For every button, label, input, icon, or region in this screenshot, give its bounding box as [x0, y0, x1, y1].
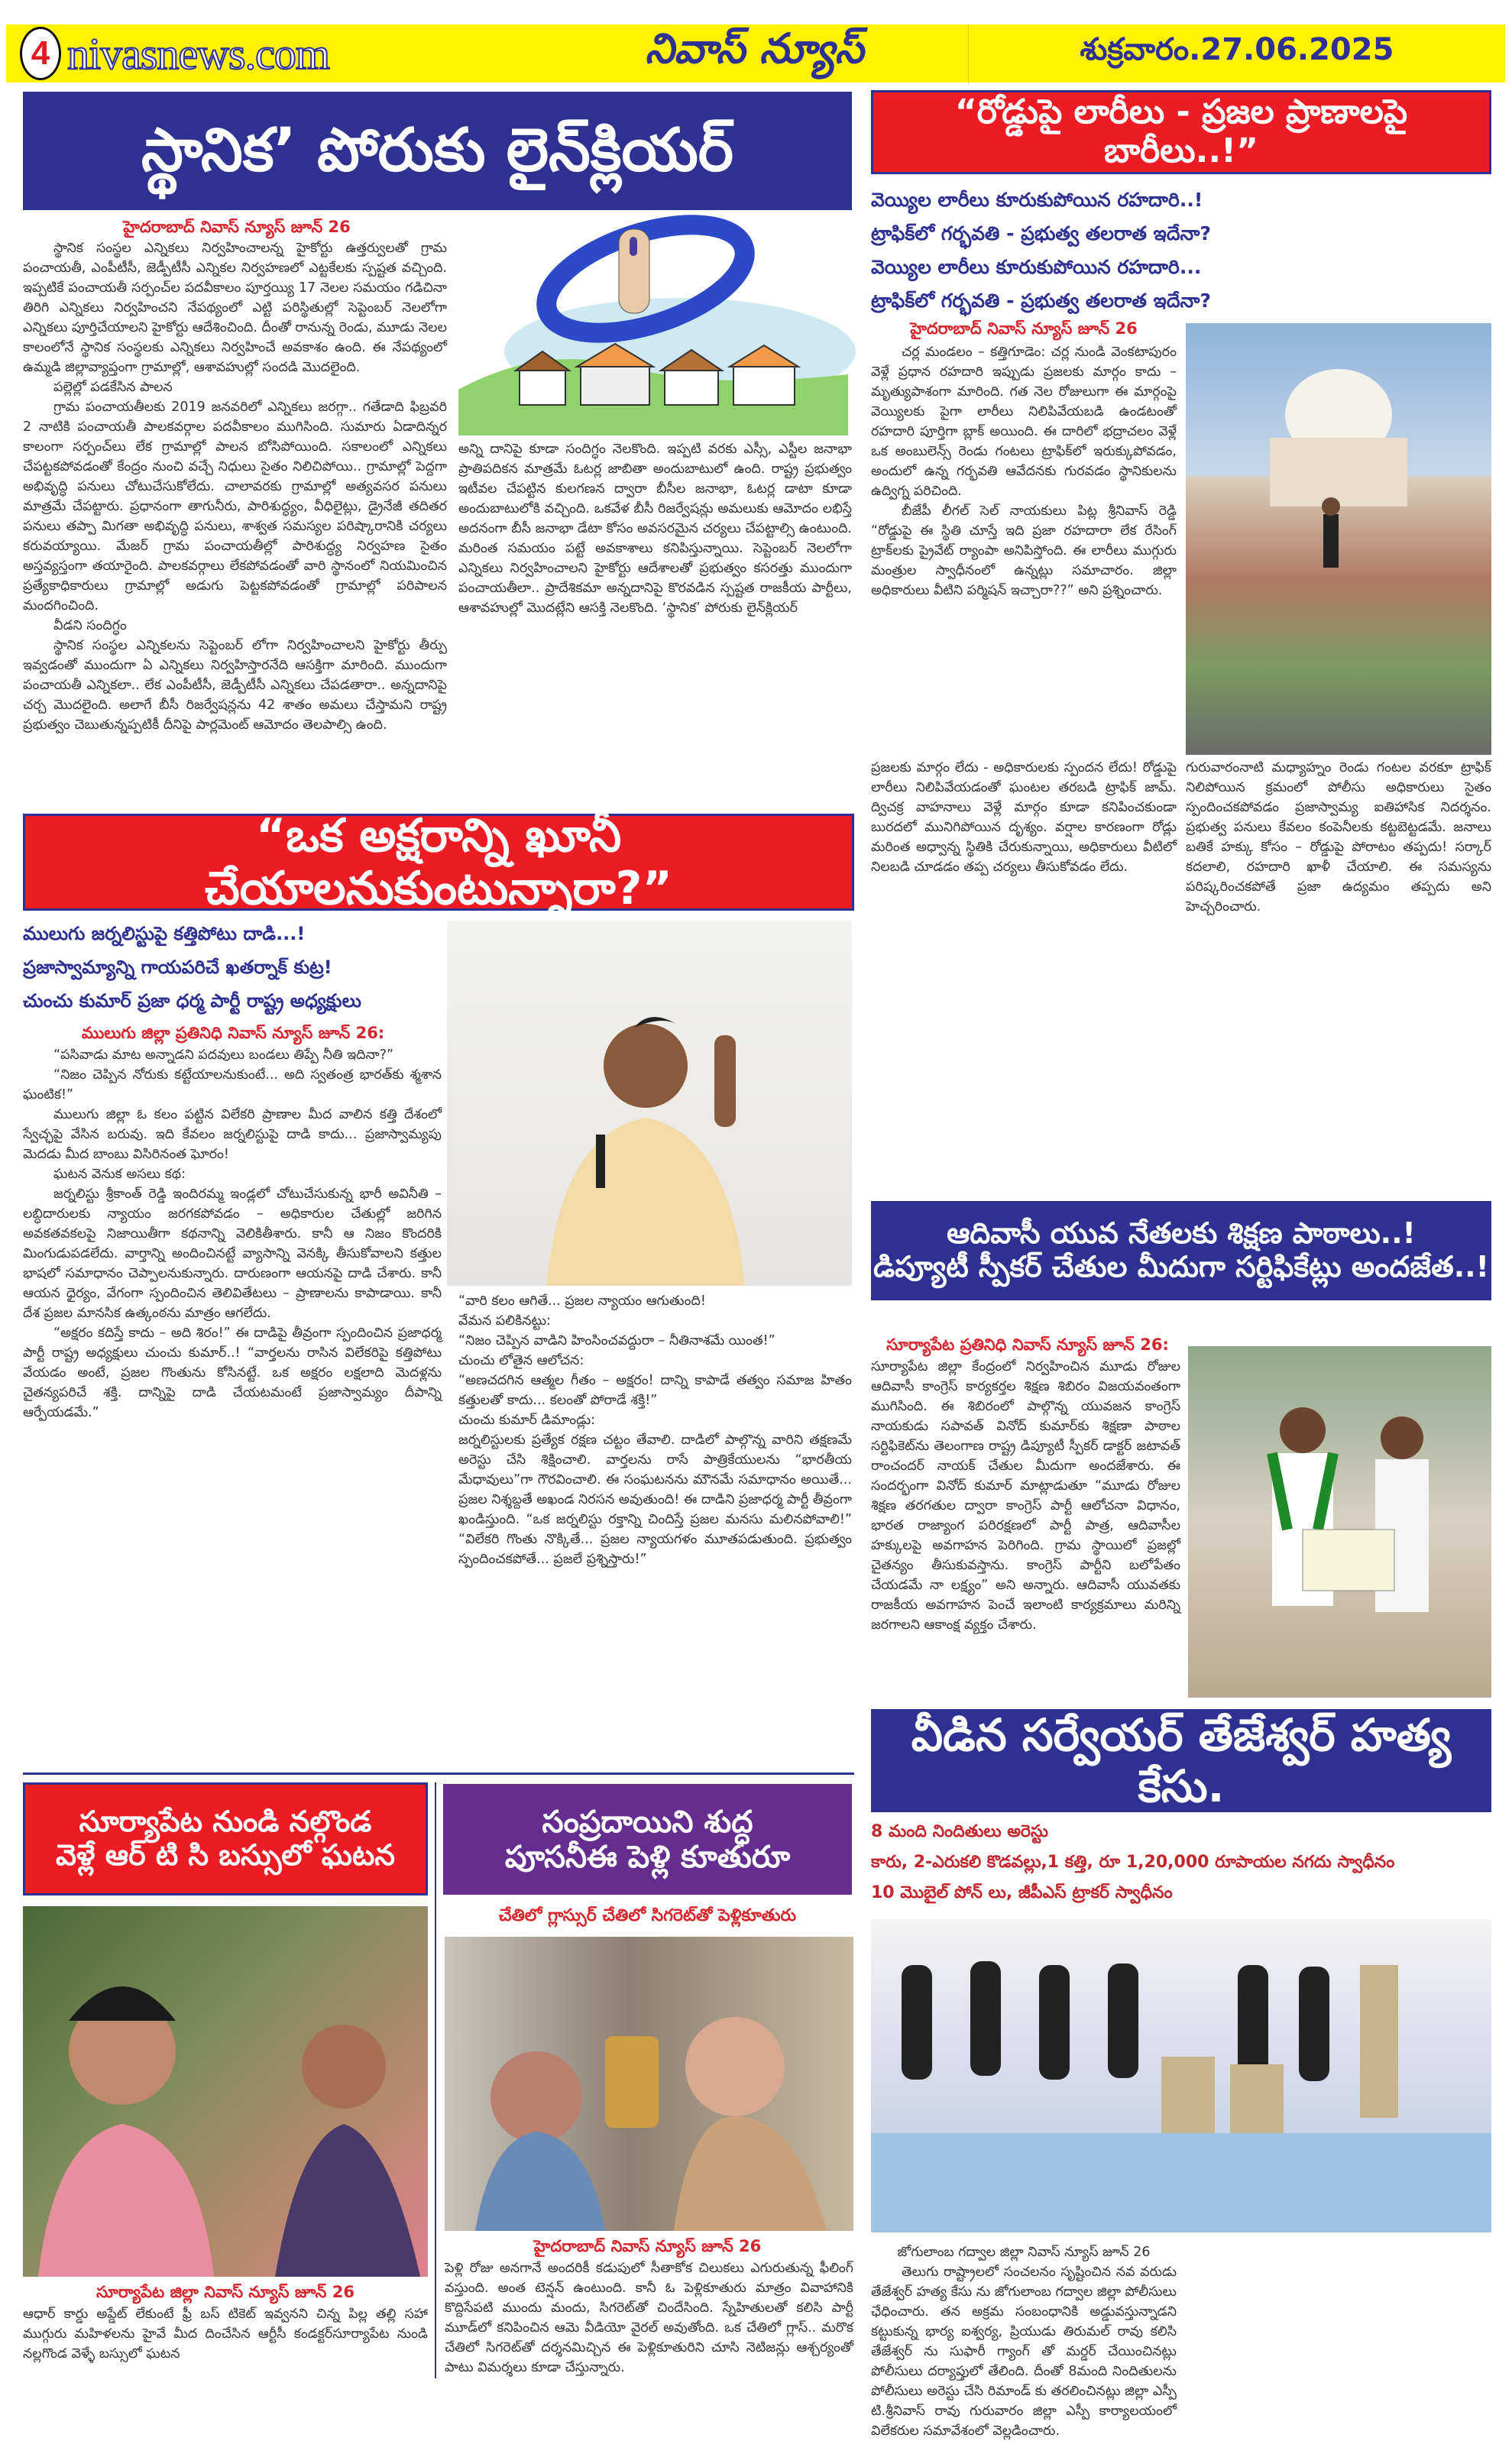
article2-subheads	[871, 183, 1490, 318]
article4-headline	[871, 1201, 1491, 1300]
paragraph: జర్నలిస్టులకు ప్రత్యేక రక్షణ చట్టం తేవాలి. దాడిలో పాల్గొన్న వారిని తక్షణమే అరెస్టు చేసి శిక్షించాలి. వార్తలను రాసే పాత్రికేయులను “భారతీయ మేధావులు”గా గౌరవించాలి. ఈ సంఘటనను మౌనమే సమాధానం అయితే... ప్రజల నిశ్శబ్దతే అఖండ నిరసన అవుతుంది! ఈ దాడిని ప్రజాధర్మ పార్టీ తీవ్రంగా ఖండిస్తుంది. “ఒక జర్నలిస్టు రక్తాన్ని చిందిస్తే ప్రజల మనసు మలినపోవాలి!” “విలేకరి గొంతు నొక్కితే... ప్రజల న్యాయగళం మూతపడుతుంది. ప్రభుత్వం స్పందించకపోతే... ప్రజలే ప్రశ్నిస్తారు!”	[458, 1433, 852, 1567]
paragraph: గ్రామ పంచాయతీలకు 2019 జనవరిలో ఎన్నికలు జరగ్గా.. గతేడాది ఫిబ్రవరి 2 నాటికి పంచాయతీ పాలకవర్గాల పదవీకాలం ముగిసింది. సుమారు ఏడాదిన్నర కాలంగా సర్పంచ్‌లు లేక గ్రామాల్లో పాలన బోసిపోయింది. సకాలంలో ఎన్నికలు చేపట్టకపోవడంతో కేంద్రం నుంచి వచ్చే నిధులు సైతం నిలిచిపోయి.. గ్రామాల్లో పెద్దగా అభివృద్ధి పనులు చోటుచేసుకోలేదు. చాలావరకు గ్రామాల్లో అత్యవసర పనులు మాత్రమే చేపట్టారు. ప్రధానంగా తాగునీరు, పారిశుద్ధ్యం, వీధిలైట్లు, డ్రైనేజీ తదితర పనులు తప్పా మిగతా అభివృద్ధి పనులు, శాశ్వత సమస్యల పరిష్కారానికి చర్యలు కరువయ్యాయి. మేజర్ గ్రామ పంచాయతీల్లో పారిశుద్ధ్య నిర్వహణ సైతం అస్తవ్యస్తంగా తయారైంది. పాలకవర్గాలు లేకపోవడంతో వారి స్థానంలో నియమించిన ప్రత్యేకాధికారులు గ్రామాల్లో అడుగు పెట్టకపోవడంతో గ్రామాల్లో పరిపాలన మందగించింది.	[23, 400, 447, 613]
article7-headline	[443, 1784, 852, 1895]
headline-line: సూర్యాపేట నుండి నల్గొండ	[79, 1805, 372, 1839]
article5-subheads	[871, 1817, 1491, 1908]
page-number: 4	[20, 27, 61, 80]
police-press-meet-photo	[871, 1919, 1491, 2232]
column-divider	[435, 1782, 436, 2378]
subhead: వెయ్యిల లారీలు కూరుకుపోయిన రహదారి...	[871, 256, 1202, 278]
article6-headline	[23, 1782, 428, 1895]
subhead: ములుగు జర్నలిస్టుపై కత్తిపోటు దాడి...!	[23, 923, 306, 944]
paragraph: చుంచు లోతైన ఆలోచన:	[458, 1353, 584, 1368]
paragraph: “నిజం చెప్పిన వాడిని హింసించవద్దురా – నీతినాశమే యింత!”	[458, 1333, 775, 1348]
subhead: ప్రజాస్వామ్యాన్ని గాయపరిచే ఖతర్నాక్ కుట్ర!	[23, 957, 332, 978]
subhead: చుంచు కుమార్ ప్రజా ధర్మ పార్టీ రాష్ట్ర అధ్యక్షులు	[23, 990, 361, 1012]
article2-dateline: హైదరాబాద్ నివాస్ న్యూస్ జూన్ 26	[910, 319, 1138, 338]
subhead: 10 మొబైల్ పోన్ లు, జీపీఎస్ ట్రాకర్ స్వాధీనం	[871, 1883, 1173, 1902]
paragraph: “నిజం చెప్పిన నోరుకు కట్టేయాలనుకుంటే... అది స్వతంత్ర భారత్‌కు శ్మశాన ఘంటిక!”	[23, 1067, 442, 1102]
headline-line: పూసనీఈ పెళ్లి కూతురూ	[504, 1839, 791, 1875]
paragraph: వేమన పలికినట్టు:	[458, 1313, 551, 1329]
article7-subhead: చేతిలో గ్లాస్సుర్ చేతిలో సిగరెట్‌తో పెళ్లికూతురు	[498, 1906, 797, 1925]
article1-dateline: హైదరాబాద్ నివాస్ న్యూస్ జూన్ 26	[123, 218, 351, 236]
paragraph: “పసివాడు మాట అన్నాడని పదవులు బండలు తిప్పే నీతి ఇదినా?”	[53, 1047, 394, 1063]
paragraph: స్థానిక సంస్థల ఎన్నికలు నిర్వహించాలన్న హైకోర్టు ఉత్తర్వులతో గ్రామ పంచాయతీ, ఎంపీటీసీ, జెడ్పీటీసీ ఎన్నికల నిర్వహణలో ఎట్టకేలకు స్పష్టత వచ్చింది. ఇప్పటికే పంచాయతీ సర్పంచ్‌ల పదవీకాలం పూర్తయ్యి 17 నెలల సమయం గడిచినా తిరిగి ఎన్నికలు నిర్వహించని నేపథ్యంలో ఎట్టి పరిస్థితుల్లో సెప్టెంబర్ నెలలోగా ఎన్నికలు పూర్తిచేయాలని హైకోర్టు ఆదేశించింది. దీంతో రానున్న రెండు, మూడు నెలల కాలంలోనే స్థానిక సంస్థలకు ఎన్నికలు నిర్వహించే అవకాశం ఉంది. ఈ నేపథ్యంలో ఉమ్మడి జిల్లావ్యాప్తంగా గ్రామాల్లో, ఆశావహుల్లో సందడి మొదలైంది.	[23, 241, 447, 375]
paragraph: “అణచదగిన ఆత్మల గీతం – అక్షరం! దాన్ని కాపాడే తత్వం సమాజ హితం కత్తులతో కాదు... కలంతో పోరాడే శక్తి!”	[458, 1373, 852, 1408]
certificate-ceremony-photo	[1188, 1346, 1491, 1698]
article1-body-right: అన్ని దానిపై కూడా సందిగ్ధం నెలకొంది. ఇప్పటి వరకు ఎస్సీ, ఎస్టీల జనాభా ప్రాతిపదికన మాత్రమే ఓటర్ల జాబితా అందుబాటులో ఉంది. రాష్ట్ర ప్రభుత్వం ఇటీవల చేపట్టిన కులగణన ద్వారా బీసీల జనాభా, ఓటర్ల డాటా కూడా అందుబాటులోకి వచ్చింది. ఒకవేళ బీసీ రిజర్వేషన్లు అమలుకు ఆమోదం లభిస్తే అదనంగా బీసీ జనాభా డేటా కోసం అవసరమైన చర్యలు చేపట్టాల్సి ఉంటుంది. మరింత సమయం పట్టే అవకాశాలు కనిపిస్తున్నాయి. సెప్టెంబర్ నెలలోగా ఎన్నికలు నిర్వహించాలని హైకోర్టు ఆదేశాలతో ప్రభుత్వం కసరత్తు ముందుగా పంచాయతీలా.. ప్రాదేశికమా అన్నదానిపై కొరవడిన స్పష్టత రాజకీయ పార్టీలు, ఆశావహుల్లో మొదట్లేని ఆసక్తి నెలకొంది. ‘స్థానిక’ పోరుకు లైన్‌క్లియర్	[458, 442, 852, 616]
paragraph: “అక్షరం కదిస్తే కాదు – అది శిరం!” ఈ దాడిపై తీవ్రంగా స్పందించిన ప్రజాధర్మ పార్టీ రాష్ట్ర అధ్యక్షులు చుంచు కుమార్..! “వార్తలను రాసిన విలేకరిపై కత్తిపోటు వేయడం అంటే, ప్రజల గొంతును కోసినట్టే. ఒక అక్షరం లక్షలాది మెదళ్లను చైతన్యపరిచే శక్తి. దాన్నిపై దాడి చేయటమంటే ప్రజాస్వామ్యం దీపాన్ని ఆర్పేయడమే.”	[23, 1326, 442, 1420]
election-village-illustration	[451, 214, 852, 435]
subhead: వెయ్యిల లారీలు కూరుకుపోయిన రహదారి..!	[871, 189, 1203, 211]
article5-dateline: జోగులాంబ గద్వాల జిల్లా నివాస్ న్యూస్ జూన్ 26	[897, 2245, 1151, 2260]
article6-dateline: సూర్యాపేట జిల్లా నివాస్ న్యూస్ జూన్ 26	[96, 2283, 355, 2301]
supreme-court-photo	[1186, 323, 1491, 755]
subhead: ట్రాఫిక్‌లో గర్భవతి - ప్రభుత్వ తలరాత ఇదేనా?	[871, 222, 1211, 244]
issue-date: శుక్రవారం.27.06.2025	[1080, 32, 1394, 67]
article7-body: పెళ్లి రోజు అనగానే అందరికీ కడుపులో సీతాకోక చిలుకలు ఎగురుతున్న ఫీలింగ్ వస్తుంది. అంత టెన్షన్ ఉంటుంది. కానీ ఓ పెళ్లికూతురు మాత్రం వివాహానికి కొద్దిసేపటి ముందు మందు, సిగరెట్‌తో చిందేసింది. స్నేహితులతో కలిసి పార్టీ మూడ్‌లో కనిపించిన ఆమె వీడియో వైరల్ అవుతోంది. ఒక చేతిలో గ్లాస్.. మరొక చేతిలో సిగరెట్‌తో దర్శనమిచ్చిన ఈ పెళ్లికూతురిని చూసి నెటిజన్లు ఆశ్చర్యంతో పాటు విమర్శలు కూడా చేస్తున్నారు.	[445, 2261, 853, 2375]
article4-dateline: సూర్యాపేట ప్రతినిధి నివాస్ న్యూస్ జూన్ 26:	[886, 1335, 1169, 1354]
paragraph: జర్నలిస్టు శ్రీకాంత్ రెడ్డి ఇందిరమ్మ ఇండ్లలో చోటుచేసుకున్న భారీ అవినీతి – లబ్ధిదారులకు న్యాయం జరగకపోవడం – అధికారుల చేతుల్లో జరిగిన అవకతవకలపై నిజాయితీగా కథనాన్ని వెలికితీశారు. కానీ ఆ నిజం కొందరికి మింగుడుపడలేదు. వార్తాన్ని అందించినట్టే వ్యాసాన్ని వెనక్కి తీసుకోవాలని కత్తుల భాషలో సమాధానం చెప్పాలనుకున్నారు. దారుణంగా ఆయనపై దాడి చేశారు. కానీ ఆయన ధైర్యం, వేగంగా స్పందించిన తెలివితేటలు – ప్రాణాలను కాపాడాయి. కానీ దేశ ప్రజల మానసిక ఉత్కంఠను మాత్రం ఆగలేదు.	[23, 1187, 442, 1321]
article2-body-left	[871, 342, 1177, 755]
newspaper-logo: నివాస్ న్యూస్	[541, 24, 969, 83]
paragraph: స్థానిక సంస్థల ఎన్నికలను సెప్టెంబర్ లోగా నిర్వహించాలని హైకోర్టు తీర్పు ఇవ్వడంతో ముందుగా ఏ ఎన్నికలు నిర్వహిస్తారనేది ఆసక్తిగా మారింది. ముందుగా పంచాయతీ ఎన్నికలా.. లేక ఎంపీటీసీ, జెడ్పీటీసీ ఎన్నికలు చేపడతారా.. అన్నదానిపై చర్చ మొదలైంది. అలాగే బీసీ రిజర్వేషన్లను 42 శాతం అమలు చేస్తామని రాష్ట్ర ప్రభుత్వం చెబుతున్నప్పటికీ దీనిపై పార్లమెంట్ ఆమోదం తెలపాల్సి ఉంది.	[23, 638, 447, 733]
paragraph: “వారి కలం ఆగితే... ప్రజల న్యాయం ఆగుతుంది!	[458, 1293, 706, 1309]
article2-headline: “రోడ్డుపై లారీలు - ప్రజల ప్రాణాలపై బారీలు..!”	[871, 90, 1491, 174]
article6-body: ఆధార్ కార్డు అప్డేట్ లేకుంటే ఫ్రీ బస్ టికెట్ ఇవ్వనని చిన్న పిల్ల తల్లి సహా ముగ్గురు మహిళలను హైవే మీద దించేసిన ఆర్టీసీ కండక్టర్‌సూర్యాపేట నుండి నల్లగొండ వెళ్ళే బస్సులో ఘటన	[23, 2307, 428, 2362]
bus-incident-photo	[23, 1906, 428, 2277]
section-divider	[23, 1772, 854, 1775]
paragraph: చుంచు కుమార్ డిమాండ్లు:	[458, 1413, 596, 1428]
headline-line: డిప్యూటీ స్పీకర్ చేతుల మీదుగా సర్టిఫికేట్లు అందజేత..!	[873, 1250, 1489, 1284]
headline-line: ఆదివాసీ యువ నేతలకు శిక్షణ పాఠాలు..!	[947, 1216, 1416, 1251]
site-name[interactable]: nivasnews.com	[67, 28, 329, 79]
article3-body-right	[458, 1291, 852, 1765]
subhead: కారు, 2-ఎరుకలి కొడవల్లు,1 కత్తి, రూ 1,20,000 రూపాయల నగదు స్వాధీనం	[871, 1853, 1395, 1872]
subhead: ట్రాఫిక్‌లో గర్భవతి - ప్రభుత్వ తలరాత ఇదేనా?	[871, 290, 1211, 312]
headline-line: వెళ్లే ఆర్ టి సి బస్సులో ఘటన	[56, 1838, 395, 1872]
article5-body-left	[871, 2242, 1177, 2439]
article5-headline: వీడిన సర్వేయర్ తేజేశ్వర్ హత్య కేసు.	[871, 1709, 1491, 1812]
chunchu-kumar-photo	[447, 921, 852, 1286]
subhead: 8 మంది నిందితులు అరెస్టు	[871, 1822, 1049, 1841]
paragraph: ములుగు జిల్లా ఓ కలం పట్టిన విలేకరి ప్రాణాల మీద వాలిన కత్తి దేశంలో స్వేచ్ఛపై వేసిన బరువు. ఇది కేవలం జర్నలిస్టుపై దాడి కాదు... ప్రజాస్వామ్యపు మెదడు మీద బాంబు విసిరినంత ఘోరం!	[23, 1107, 442, 1162]
article7-dateline: హైదరాబాద్ నివాస్ న్యూస్ జూన్ 26	[533, 2237, 762, 2255]
article1-body-left	[23, 238, 447, 804]
paragraph: బీజేపీ లీగల్ సెల్ నాయకులు పిట్ల శ్రీనివాస్ రెడ్డి “రోడ్డుపై ఈ స్థితి చూస్తే ఇది ప్రజా రహదారా లేక రేసింగ్ ట్రాక్‌లకు ప్రైవేట్ ర్యాంపా అనిపిస్తోంది. ఈ లారీలు ముగ్గురు మంత్రుల స్వాధీనంలో ఉన్నట్లు సమాచారం. జిల్లా అధికారులు వీటిని పర్మిషన్ ఇచ్చారా??” అని ప్రశ్నించారు.	[871, 503, 1177, 598]
article2-body-bottom-right: గురువారంనాటి మధ్యాహ్నం రెండు గంటల వరకూ ట్రాఫిక్ నిలిపోయిన క్రమంలో పోలీసు అధికారులు సైతం స్పందించకపోవడం ప్రజాస్వామ్య ఐతిహాసిక నిదర్శనం. ప్రభుత్వ పనులు కేవలం కంపెనీలకు కట్టబెట్టడమే. జనాలు బతికే హక్కు కోసం – రోడ్డుపై పోరాటం తప్పదు! సర్కార్ కదలాలి, రహదారి ఖాళీ చేయాలి. ఈ సమస్యను పరిష్కరించకపోతే ప్రజా ఉద్యమం తప్పదు అని హెచ్చరించారు.	[1186, 760, 1491, 915]
article3-body-left	[23, 1045, 442, 1767]
paragraph: పల్లెల్లో పడకేసిన పాలన	[53, 380, 173, 395]
paragraph: ఘటన వెనుక అసలు కథ:	[53, 1167, 186, 1182]
article3-subheads	[23, 917, 443, 1018]
headline-line: సంప్రదాయిని శుద్ధ	[542, 1804, 753, 1840]
masthead	[6, 24, 1505, 83]
paragraph: వీడని సందిగ్ధం	[53, 618, 127, 633]
bride-video-still	[445, 1937, 853, 2231]
article4-body: సూర్యాపేట జిల్లా కేంద్రంలో నిర్వహించిన మూడు రోజుల ఆదివాసీ కాంగ్రెస్ కార్యకర్తల శిక్షణ శిబిరం విజయవంతంగా ముగిసింది. ఈ శిబిరంలో పాల్గొన్న యువజన కాంగ్రెస్ నాయకుడు సపావత్ వినోద్ కుమార్‌కు శిక్షణా పాఠాల సర్టిఫికెట్‌ను తెలంగాణ రాష్ట్ర డిప్యూటీ స్పీకర్ డాక్టర్ జటావత్ రాంచందర్ నాయక్ చేతుల మీదుగా అందజేశారు. ఈ సందర్భంగా వినోద్ కుమార్ మాట్లాడుతూ “మూడు రోజుల శిక్షణ తరగతుల ద్వారా కాంగ్రెస్ పార్టీ ఆలోచనా విధానం, భారత రాజ్యాంగ పరిరక్షణలో పార్టీ పాత్ర, ఆదివాసీల హక్కులపై అవగాహన పెరిగింది. గ్రామ స్థాయిలో ప్రజల్లో చైతన్యం తీసుకువస్తాను. కాంగ్రెస్ పార్టీని బలోపేతం చేయడమే నా లక్ష్యం” అని అన్నారు. ఆదివాసీ యువతకు రాజకీయ అవగాహన పెంచే ఇలాంటి కార్యక్రమాలు మరిన్ని జరగాలని ఆకాంక్ష వ్యక్తం చేశారు.	[871, 1359, 1180, 1633]
article2-body-bottom-left: ప్రజలకు మార్గం లేదు - అధికారులకు స్పందన లేదు! రోడ్డుపై లారీలు నిలిపివేయడంతో ఘంటల తరబడి ట్రాఫిక్ జామ్. ద్విచక్ర వాహనాలు వెళ్లే మార్గం కూడా కనిపించకుండా బురదలో మునిగిపోయిన దృశ్యం. వర్షాల కారణంగా రోడ్లు మరింత అధ్వాన్న స్థితికి చేరుకున్నాయి, అధికారులు వీటిలో నిలబడి చూడడం తప్ప చర్యలు తీసుకోవడం లేదు.	[871, 760, 1177, 875]
paragraph: చర్ల మండలం – కత్తిగూడెం: చర్ల నుండి వెంకటాపురం వెళ్లే ప్రధాన రహదారి ఇప్పుడు ప్రజలకు మార్గం కాదు – మృత్యుపాశంగా మారింది. గత నెల రోజులుగా ఈ మార్గంపై వెయ్యిలకు పైగా లారీలు నిలిపివేయబడి ఉండటంతో రహదారి పూర్తిగా బ్లాక్ అయింది. ఈ దారిలో భద్రాచలం వెళ్లే ఒక అంబులెన్స్ రెండు గంటలు ట్రాఫిక్‌లో ఇరుక్కుపోవడం, అందులో ఉన్న గర్భవతి ఆవేదనకు గురవడం స్థానికులను ఉద్విగ్న పరిచింది.	[871, 345, 1177, 499]
article3-headline: “ఒక అక్షరాన్ని ఖూనీ చేయాలనుకుంటున్నారా?”	[23, 814, 854, 911]
article1-headline: స్థానిక’ పోరుకు లైన్‌క్లియర్	[23, 92, 852, 210]
article3-dateline: ములుగు జిల్లా ప్రతినిధి నివాస్ న్యూస్ జూన్ 26:	[81, 1024, 385, 1042]
paragraph: తెలుగు రాష్ట్రాలలో సంచలనం సృష్టించిన నవ వరుడు తేజేశ్వర్ హత్య కేసు ను జోగులాంబ గద్వాల జిల్లా పోలీసులు ఛేధించారు. తన అక్రమ సంబంధానికి అడ్డువస్తున్నాడని కట్టుకున్న భార్య ఐశ్వర్య, ప్రియుడు తిరుమల్ రావు కలిసి తేజేశ్వర్ ను సుఫారీ గ్యాంగ్ తో మర్డర్ చేయించినట్లు పోలీసులు దర్యాప్తులో తేలింది. దీంతో 8మంది నిందితులను పోలీసులు అరెస్టు చేసి రిమాండ్ కు తరలించినట్లు జిల్లా ఎస్పీ టి.శ్రీనివాస్ రావు గురువారం జిల్లా ఎస్పీ కార్యాలయంలో విలేకరుల సమావేశంలో వెల్లడించారు.	[871, 2265, 1177, 2439]
